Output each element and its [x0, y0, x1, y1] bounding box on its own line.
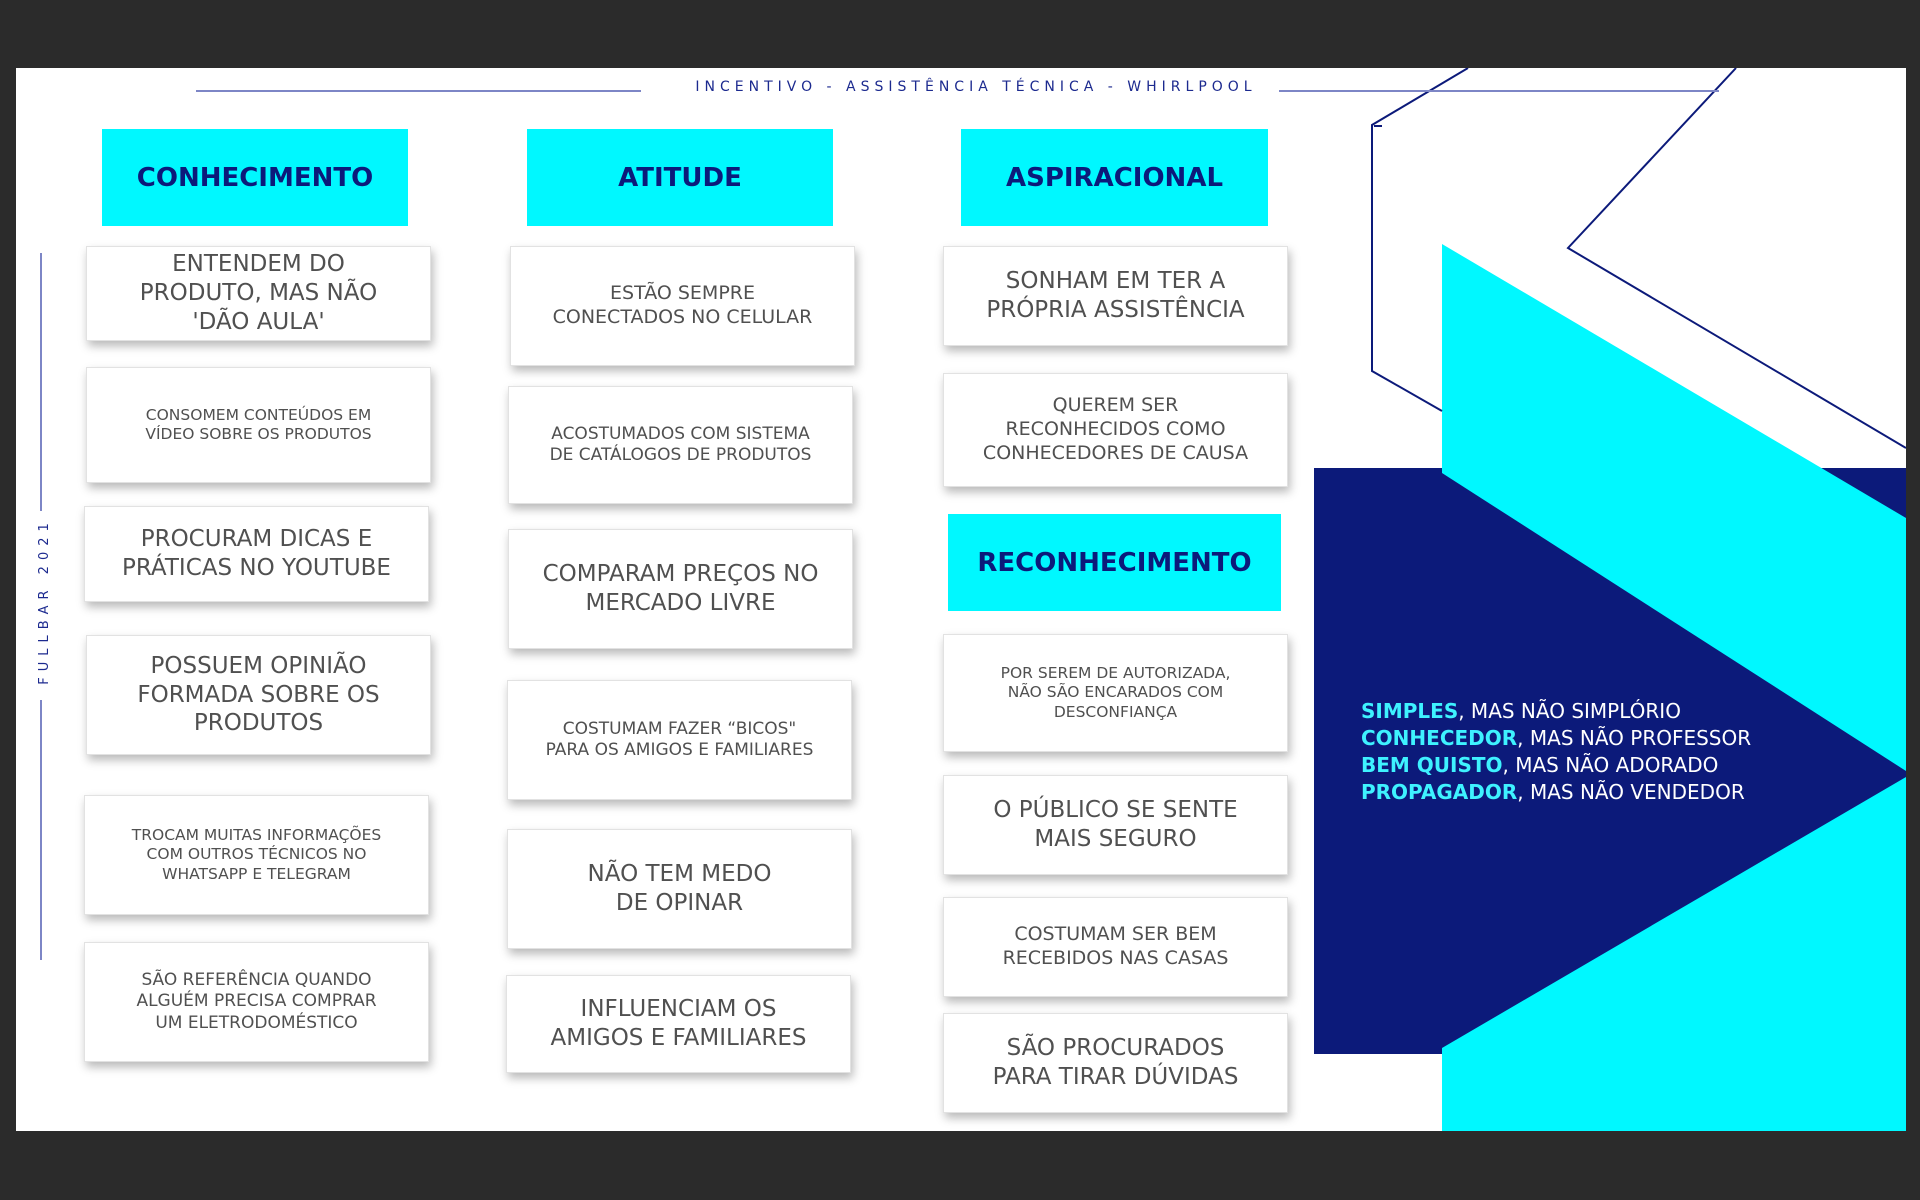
card-reconhecimento-2: O PÚBLICO SE SENTE MAIS SEGURO — [943, 775, 1288, 875]
card-aspiracional-1: SONHAM EM TER A PRÓPRIA ASSISTÊNCIA — [943, 246, 1288, 346]
heading-conhecimento: CONHECIMENTO — [102, 129, 408, 226]
tagline-rest: , MAS NÃO SIMPLÓRIO — [1458, 699, 1681, 723]
card-conhecimento-2: CONSOMEM CONTEÚDOS EM VÍDEO SOBRE OS PRODUTOS — [86, 367, 431, 483]
header-title: INCENTIVO - ASSISTÊNCIA TÉCNICA - WHIRLPOOL — [695, 79, 1257, 95]
tagline-line-1 — [1361, 698, 1861, 725]
card-conhecimento-5: TROCAM MUITAS INFORMAÇÕES COM OUTROS TÉCNICOS NO WHATSAPP E TELEGRAM — [84, 795, 429, 915]
card-atitude-1: ESTÃO SEMPRE CONECTADOS NO CELULAR — [510, 246, 855, 366]
card-atitude-5: NÃO TEM MEDO DE OPINAR — [507, 829, 852, 949]
tagline-key: SIMPLES — [1361, 699, 1459, 723]
card-atitude-6: INFLUENCIAM OS AMIGOS E FAMILIARES — [506, 975, 851, 1073]
card-reconhecimento-1: POR SEREM DE AUTORIZADA, NÃO SÃO ENCARADOS COM DESCONFIANÇA — [943, 634, 1288, 752]
tagline-key: PROPAGADOR — [1361, 780, 1518, 804]
card-reconhecimento-3: COSTUMAM SER BEM RECEBIDOS NAS CASAS — [943, 897, 1288, 997]
header-line-right — [1279, 90, 1719, 92]
side-line-bottom — [40, 700, 42, 960]
card-conhecimento-6: SÃO REFERÊNCIA QUANDO ALGUÉM PRECISA COMPRAR UM ELETRODOMÉSTICO — [84, 942, 429, 1062]
card-conhecimento-3: PROCURAM DICAS E PRÁTICAS NO YOUTUBE — [84, 506, 429, 602]
card-conhecimento-4: POSSUEM OPINIÃO FORMADA SOBRE OS PRODUTOS — [86, 635, 431, 755]
slide — [16, 68, 1906, 1131]
tagline — [1361, 698, 1861, 806]
card-conhecimento-1: ENTENDEM DO PRODUTO, MAS NÃO 'DÃO AULA' — [86, 246, 431, 341]
tagline-key: BEM QUISTO — [1361, 753, 1503, 777]
tagline-line-3 — [1361, 752, 1861, 779]
heading-reconhecimento: RECONHECIMENTO — [948, 514, 1281, 611]
heading-atitude: ATITUDE — [527, 129, 833, 226]
heading-aspiracional: ASPIRACIONAL — [961, 129, 1268, 226]
tagline-rest: , MAS NÃO VENDEDOR — [1517, 780, 1745, 804]
tagline-key: CONHECEDOR — [1361, 726, 1518, 750]
card-atitude-2: ACOSTUMADOS COM SISTEMA DE CATÁLOGOS DE PRODUTOS — [508, 386, 853, 504]
side-label: FULLBAR 2021 — [37, 517, 52, 685]
card-atitude-3: COMPARAM PREÇOS NO MERCADO LIVRE — [508, 529, 853, 649]
tagline-line-2 — [1361, 725, 1861, 752]
tagline-rest: , MAS NÃO ADORADO — [1502, 753, 1719, 777]
card-atitude-4: COSTUMAM FAZER “BICOS" PARA OS AMIGOS E FAMILIARES — [507, 680, 852, 800]
side-line-top — [40, 253, 42, 511]
tagline-rest: , MAS NÃO PROFESSOR — [1517, 726, 1752, 750]
card-aspiracional-2: QUEREM SER RECONHECIDOS COMO CONHECEDORES DE CAUSA — [943, 373, 1288, 487]
tagline-line-4 — [1361, 779, 1861, 806]
card-reconhecimento-4: SÃO PROCURADOS PARA TIRAR DÚVIDAS — [943, 1013, 1288, 1113]
